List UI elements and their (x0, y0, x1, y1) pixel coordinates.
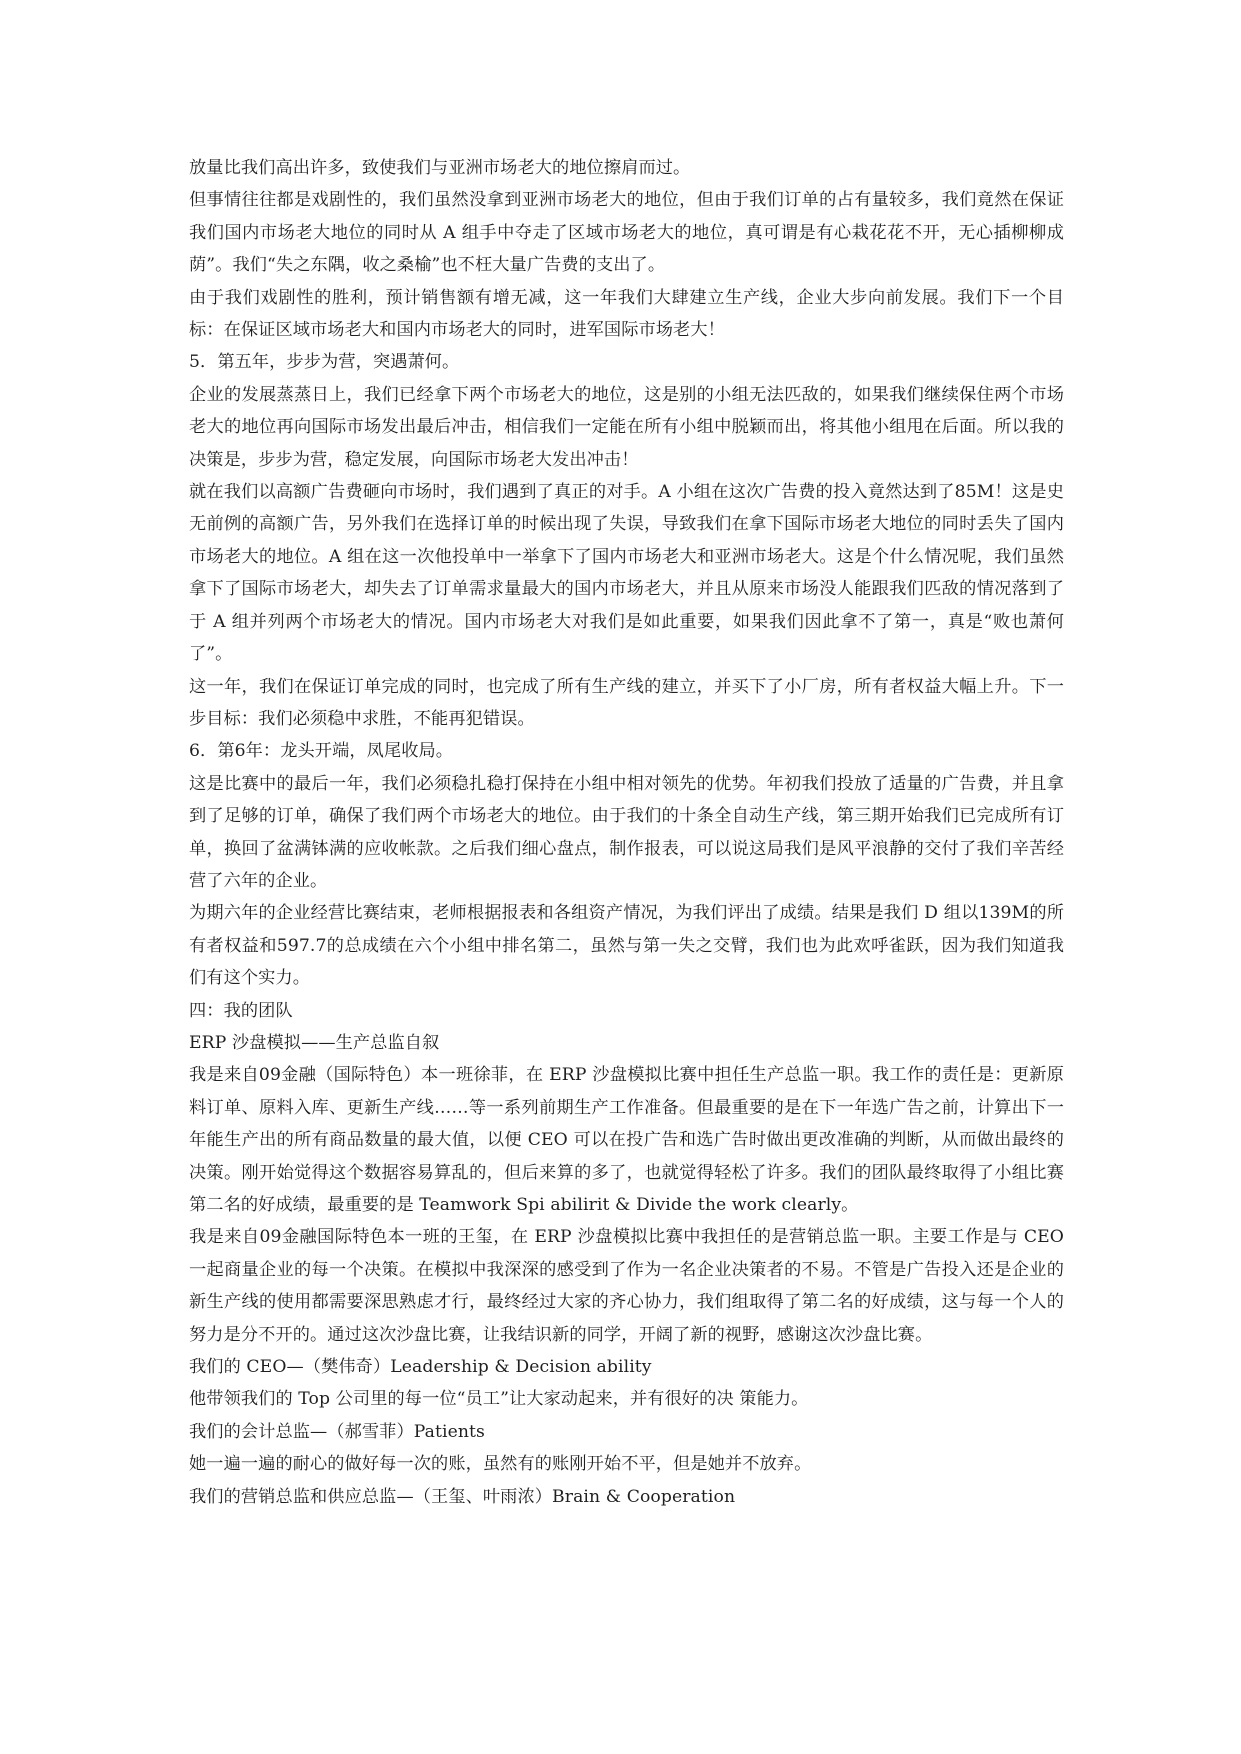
heading-ceo: 我们的 CEO—（樊伟奇）Leadership & Decision ability (189, 1357, 652, 1378)
paragraph-final-year: 这是比赛中的最后一年，我们必须稳扎稳打保持在小组中相对领先的优势。年初我们投放了适量的广告费，并且拿到了足够的订单，确保了我们两个市场老大的地位。由于我们的十条全自动生产线，第三期开始我们已完成所有订单，换回了盆满钵满的应收帐款。之后我们细心盘点，制作报表，可以说这局我们是风平浪静的交付了我们辛苦经营了六年的企业。 (189, 773, 1064, 891)
paragraph-marketing-director: 我是来自09金融国际特色本一班的王玺，在 ERP 沙盘模拟比赛中我担任的是营销总监一职。主要工作是与 CEO 一起商量企业的每一个决策。在模拟中我深深的感受到了作为一名企业决策者的不易。不管是广告投入还是企业的新生产线的使用都需要深思熟虑才行，最终经过大家的齐心协力，我们组取得了第二名的好成绩，这与每一个人的努力是分不开的。通过这次沙盘比赛，让我结识新的同学，开阔了新的视野，感谢这次沙盘比赛。 (189, 1227, 1064, 1345)
paragraph-dramatic-turn: 但事情往往都是戏剧性的，我们虽然没拿到亚洲市场老大的地位，但由于我们订单的占有量较多，我们竟然在保证我们国内市场老大地位的同时从 A 组手中夺走了区域市场老大的地位，真可谓是有心栽花花不开，无心插柳柳成荫”。我们“失之东隅，收之桑榆”也不枉大量广告费的支出了。 (189, 190, 1064, 276)
paragraph-market-loss: 放量比我们高出许多，致使我们与亚洲市场老大的地位擦肩而过。 (189, 158, 691, 178)
paragraph-year-five-result: 这一年，我们在保证订单完成的同时，也完成了所有生产线的建立，并买下了小厂房，所有者权益大幅上升。下一步目标：我们必须稳中求胜，不能再犯错误。 (189, 676, 1064, 729)
heading-year-five: 5．第五年，步步为营，突遇萧何。 (189, 352, 460, 373)
paragraph-competition-result: 为期六年的企业经营比赛结束，老师根据报表和各组资产情况，为我们评出了成绩。结果是我们 D 组以139M的所有者权益和597.7的总成绩在六个小组中排名第二，虽然与第一失之交臂，我们也为此欢呼雀跃，因为我们知道我们有这个实力。 (189, 903, 1064, 989)
paragraph-year-five-strategy: 企业的发展蒸蒸日上，我们已经拿下两个市场老大的地位，这是别的小组无法匹敌的，如果我们继续保住两个市场老大的地位再向国际市场发出最后冲击，相信我们一定能在所有小组中脱颖而出，将其他小组甩在后面。所以我的决策是，步步为营，稳定发展，向国际市场老大发出冲击！ (189, 384, 1064, 470)
heading-my-team: 四：我的团队 (189, 1000, 293, 1021)
heading-year-six: 6．第6年：龙头开端，凤尾收局。 (189, 741, 454, 762)
paragraph-accounting-director: 她一遍一遍的耐心的做好每一次的账，虽然有的账刚开始不平，但是她并不放弃。 (189, 1454, 812, 1475)
paragraph-production-director: 我是来自09金融（国际特色）本一班徐菲，在 ERP 沙盘模拟比赛中担任生产总监一职。我工作的责任是：更新原料订单、原料入库、更新生产线……等一系列前期生产工作准备。但最重要的是在下一年选广告之前，计算出下一年能生产出的所有商品数量的最大值，以便 CEO 可以在投广告和选广告时做出更改准确的判断，从而做出最终的决策。刚开始觉得这个数据容易算乱的，但后来算的多了，也就觉得轻松了许多。我们的团队最终取得了小组比赛第二名的好成绩，最重要的是 Teamwork Spi abilirit & Divide the work clearly。 (189, 1065, 1064, 1215)
document-page (189, 152, 1064, 1513)
paragraph-rival-advertising: 就在我们以高额广告费砸向市场时，我们遇到了真正的对手。A 小组在这次广告费的投入竟然达到了85M！这是史无前例的高额广告，另外我们在选择订单的时候出现了失误，导致我们在拿下国际市场老大地位的同时丢失了国内市场老大的地位。A 组在这一次他投单中一举拿下了国内市场老大和亚洲市场老大。这是个什么情况呢，我们虽然拿下了国际市场老大，却失去了订单需求量最大的国内市场老大，并且从原来市场没人能跟我们匹敌的情况落到了于 A 组并列两个市场老大的情况。国内市场老大对我们是如此重要，如果我们因此拿不了第一，真是“败也萧何了”。 (189, 482, 1064, 665)
heading-production-director: ERP 沙盘模拟——生产总监自叙 (189, 1032, 440, 1053)
paragraph-next-goal: 由于我们戏剧性的胜利，预计销售额有增无减，这一年我们大肆建立生产线，企业大步向前发展。我们下一个目标：在保证区域市场老大和国内市场老大的同时，进军国际市场老大！ (189, 287, 1064, 341)
paragraph-ceo: 他带领我们的 Top 公司里的每一位“员工”让大家动起来，并有很好的决 策能力。 (189, 1389, 809, 1410)
heading-marketing-supply-directors: 我们的营销总监和供应总监—（王玺、叶雨浓）Brain & Cooperation (189, 1486, 736, 1507)
heading-accounting-director: 我们的会计总监—（郝雪菲）Patients (189, 1421, 485, 1442)
